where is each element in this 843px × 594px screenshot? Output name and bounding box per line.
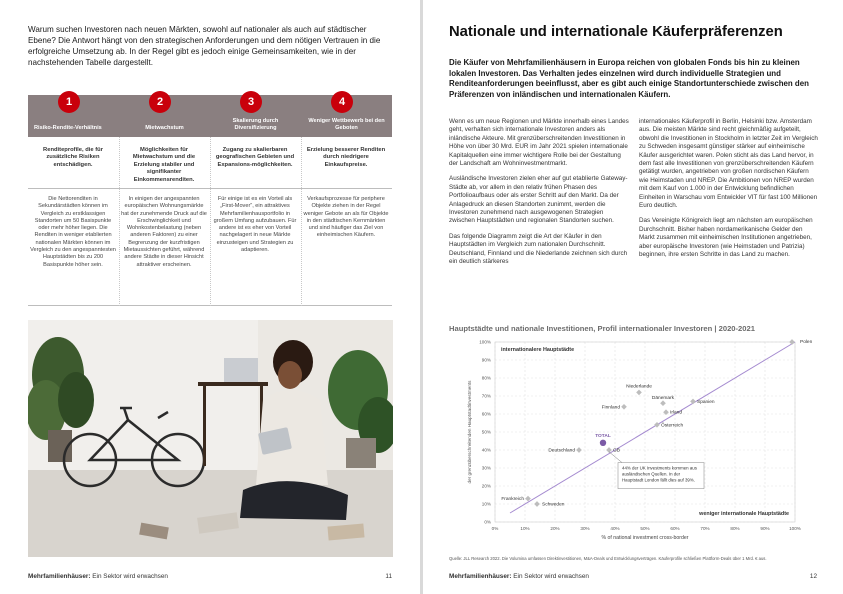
- page-headline: Nationale und internationale Käuferpräferenzen: [449, 24, 783, 40]
- woman-with-tablet-photo: [28, 320, 393, 557]
- x-tick-label: 70%: [700, 526, 710, 531]
- step-number-badge: 1: [58, 91, 80, 113]
- description-cell: Die Nettorenditen in Sekundärstädten können im Vergleich zu erstklassigen Standorten um 50 Basispunkte oder mehr höher liegen. Die Renditen in weniger etablierten nationalen Märkten können im Vergleich zu den angespanntesten Hauptstädten bis zu 200 Basispunkte höher sein.: [30, 196, 116, 268]
- footer-right: [449, 573, 589, 580]
- annotation-text-line: Hauptstadt London fällt dies auf 39%.: [622, 477, 695, 483]
- source-note: Quelle: JLL Research 2022. Die Volumina umfassen Direktinvestitionen, M&A-Deals und Entwicklungsverträgen. Käuferprofile schließen Plattform-Deals über 1 Mrd. € aus.: [449, 556, 767, 561]
- table-header-band: [28, 95, 392, 137]
- data-point: [660, 400, 666, 406]
- text-column-1: [449, 118, 629, 274]
- right-page: [423, 0, 843, 594]
- x-tick-label: 20%: [550, 526, 560, 531]
- footer-publication: Mehrfamilienhäuser:: [28, 573, 91, 580]
- x-tick-label: 30%: [580, 526, 590, 531]
- y-tick-label: 10%: [481, 501, 491, 507]
- region-label-upper: internationalere Hauptstädte: [501, 347, 575, 353]
- y-tick-label: 100%: [479, 339, 491, 345]
- y-tick-label: 80%: [481, 375, 491, 381]
- text-column-2: [639, 118, 819, 267]
- y-tick-label: 70%: [481, 393, 491, 399]
- data-point-label: Spanien: [697, 399, 715, 405]
- step-number-badge: 4: [331, 91, 353, 113]
- key-cell: Zugang zu skalierbaren geografischen Gebieten und Expansions-möglichkeiten.: [215, 147, 295, 168]
- data-point-label: Niederlande: [626, 384, 652, 390]
- y-tick-label: 90%: [481, 357, 491, 363]
- footer-subtitle: Ein Sektor wird erwachsen: [511, 573, 589, 580]
- column-divider: [301, 137, 302, 306]
- data-point: [621, 404, 627, 410]
- chart-title: Hauptstädte und nationale Investitionen, Profil internationaler Investoren | 2020-2021: [449, 324, 755, 333]
- footer-left: [28, 573, 168, 580]
- key-cell: Möglichkeiten für Mietwachstum und die Erzielung stabiler und signifikanter Einkommensrenditen.: [132, 147, 196, 183]
- x-tick-label: 60%: [670, 526, 680, 531]
- data-point: [576, 447, 582, 453]
- region-label-lower: weniger internationale Hauptstädte: [699, 510, 789, 517]
- data-point: [654, 422, 660, 428]
- lead-paragraph: Die Käufer von Mehrfamilienhäusern in Europa reichen von globalen Fonds bis hin zu kleinen lokalen Investoren. Das Verhalten jedes einzelnen wird durch individuelle Strategien und Renditeanforderungen beeinflusst, aber es gibt auch einige Standortunterschiede zwischen den Präferenzen von inländischen und internationalen Käufern.: [449, 58, 809, 99]
- data-point-label: Irland: [670, 410, 682, 416]
- data-point-total: [600, 440, 606, 446]
- data-point-label: Frankreich: [501, 497, 524, 503]
- x-axis-label: % of national investment cross-border: [601, 535, 689, 541]
- description-cell: Für einige ist es ein Vorteil als „First-Mover“, ein attraktives Mehrfamilienhausportfolio in großem Umfang aufzubauen. Für andere ist es eher von Vorteil nachgelagert in neue Märkte einzusteigen und Strategien zu adaptieren.: [213, 196, 297, 254]
- paragraph: Wenn es um neue Regionen und Märkte innerhalb eines Landes geht, verhalten sich internationale Investoren anders als inländische Akteure. Mit grenzüberschreitenden Investitionen in Höhe von über 30 Mrd. EUR im Jahr 2021 spielen internationale Kapitalquellen eine immer wichtigere Rolle bei der Gestaltung der Landschaft am Wohninvestmentmarkt.: [449, 118, 629, 168]
- data-point-label: Dänemark: [651, 396, 675, 402]
- x-tick-label: 50%: [640, 526, 650, 531]
- y-tick-label: 20%: [481, 483, 491, 489]
- column-divider: [210, 137, 211, 306]
- key-cell: Renditeprofile, die für zusätzliche Risiken entschädigen.: [43, 147, 103, 168]
- step-title: Weniger Wettbewerb bei den Geboten: [308, 118, 385, 131]
- y-axis-label: der grenzüberschreitenden Hauptstadtinvestments: [467, 380, 472, 484]
- y-tick-label: 50%: [481, 429, 491, 435]
- step-number-badge: 2: [149, 91, 171, 113]
- data-point-label: Polen: [800, 340, 813, 345]
- x-tick-label: 0%: [491, 526, 499, 531]
- annotation-text-line: 44% der UK Investments kommen aus: [622, 465, 697, 471]
- scatter-chart: [449, 334, 829, 564]
- y-tick-label: 30%: [481, 465, 491, 471]
- page-number-left: 11: [385, 573, 392, 580]
- step-4: [301, 95, 392, 137]
- data-point: [534, 501, 540, 507]
- x-tick-label: 100%: [789, 526, 801, 531]
- paragraph: internationales Käuferprofil in Berlin, Helsinki bzw. Amsterdam aus. Die meisten Märkte sind recht gleichmäßig aufgeteilt, obwohl die Investitionen in Stockholm in letzter Zeit im Vergleich zu Schweden insgesamt günstiger stärker auf einheimische Käufer ausgerichtet waren. Polen sticht als das Land hervor, in dem fast alle Investitionen von grenzüberschreitenden Käufern getätigt wurden, angetrieben von großen nordischen Käufern wie Heimstaden und NREP. Die Ambitionen von NREP wurden mit dem Kauf von 1.000 in der Entwicklung befindlichen Einheiten in Warschau vom Entwickler VIT für fast 100 Millionen Euro deutlich.: [639, 118, 818, 210]
- x-tick-label: 80%: [730, 526, 740, 531]
- data-point-label: Österreich: [661, 423, 684, 429]
- footer-publication: Mehrfamilienhäuser:: [449, 573, 512, 580]
- step-3: [210, 95, 301, 137]
- x-tick-label: 40%: [610, 526, 620, 531]
- data-point-label: Schweden: [542, 502, 565, 508]
- data-point-label: GB: [613, 448, 620, 454]
- page-number-right: 12: [809, 573, 817, 580]
- step-title: Mietwachstum: [145, 125, 184, 131]
- step-2: [119, 95, 210, 137]
- step-1: [28, 95, 119, 137]
- intro-paragraph: Warum suchen Investoren nach neuen Märkten, sowohl auf nationaler als auch auf städtischer Ebene? Die Antwort hängt von den strategischen Anforderungen und dem nötigen Vertrauen in die erfolgreiche Umsetzung ab. In der Regel gibt es jedoch einige Gemeinsamkeiten, wie in der nachstehenden Tabelle dargestellt.: [28, 25, 381, 67]
- data-point: [690, 399, 696, 405]
- data-point: [789, 339, 795, 345]
- data-point-label: TOTAL: [595, 433, 611, 439]
- data-point: [636, 390, 642, 396]
- paragraph: Das folgende Diagramm zeigt die Art der Käufer in den Hauptstädten im Vergleich zum nationalen Durchschnitt. Deutschland, Finnland und die Niederlande zeichnen sich durch ein deutlich stärkeres: [449, 232, 628, 266]
- paragraph: Das Vereinigte Königreich liegt am nächsten am europäischen Durchschnitt. Bisher haben nordamerikanische Gelder den Markt zusammen mit einheimischen Institutionen angetrieben, aber europäische Investoren (wie Heimstaden und Patrizia) beginnen, ihre ersten Schritte in das Land zu machen.: [639, 217, 813, 259]
- annotation-text-line: ausländischen Quellen. In der: [622, 471, 681, 477]
- y-tick-label: 60%: [481, 411, 491, 417]
- left-page: [0, 0, 420, 594]
- footer-subtitle: Ein Sektor wird erwachsen: [90, 573, 168, 580]
- paragraph: Ausländische Investoren zielen eher auf gut etablierte Gateway-Städte ab, vor allem in den relativ frühen Phasen des Portfolioaufbaus oder als erster Schritt auf den Markt. Da der Anlagedruck an diesen Standorten zunimmt, werden die Investoren zunehmend nach ausgewogenen Strategien zwischen Hauptstädten und regionalen Standorten suchen.: [449, 175, 628, 225]
- x-tick-label: 10%: [520, 526, 530, 531]
- step-number-badge: 3: [240, 91, 262, 113]
- data-point-label: Finnland: [601, 405, 620, 411]
- step-title: Skalierung durch Diversifizierung: [232, 118, 279, 131]
- description-cell: Verkaufsprozesse für periphere Objekte ziehen in der Regel weniger Gebote an als für Objekte in den städtischen Kernmärkten und sind häufiger das Ziel von einheimischen Käufern.: [303, 196, 389, 239]
- photo-illustration: [28, 320, 393, 557]
- column-divider: [119, 137, 120, 306]
- key-cell: Erzielung besserer Renditen durch niedrigere Einkaufspreise.: [306, 147, 386, 168]
- data-point-label: Deutschland: [548, 448, 575, 454]
- y-tick-label: 0%: [484, 519, 491, 525]
- y-tick-label: 40%: [481, 447, 491, 453]
- step-title: Risiko-Rendite-Verhältnis: [34, 125, 102, 131]
- description-cell: In einigen der angespannten europäischen Wohnungsmärkte hat der zunehmende Druck auf die Erschwinglichkeit und Wohnkostenbelastung (neben anderen Faktoren) zu einer Begrenzung der kurzfristigen Mietaussichten geführt, während andere Städte in dieser Hinsicht attraktiver erscheinen.: [121, 196, 207, 268]
- x-tick-label: 90%: [760, 526, 770, 531]
